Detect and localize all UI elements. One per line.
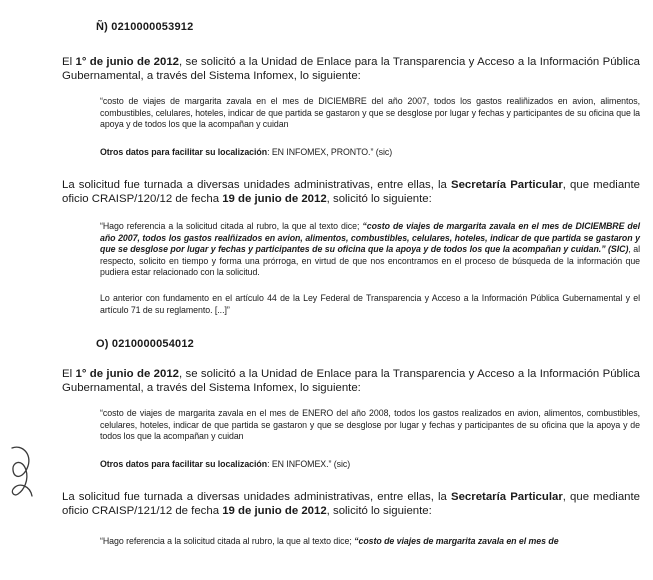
section-n-other-data-label: Otros datos para facilitar su localización [100,147,268,157]
section-o-other-data-label: Otros datos para facilitar su localización [100,459,268,469]
section-o-response-quote: “Hago referencia a la solicitud citada al rubro, la que al texto dice; “costo de viajes de margarita zavala en el mes de [100,536,559,546]
section-o-turn-unit: Secretaría Particular [451,491,563,503]
section-o-response-quoted-request: “costo de viajes de margarita zavala en el mes de [354,536,559,546]
section-n-request-quote: “costo de viajes de margarita zavala en el mes de DICIEMBRE del año 2007, todos los gastos realiñizados en avion, alimentos, combustibles, celulares, hoteles, indicar de que partida se gastaron y que se desglose por lugar y fechas y participantes de su oficina que la apoya y de todos los que la acompañan y cuidan [100,96,640,129]
section-n-heading: Ñ) 0210000053912 [96,21,194,33]
section-n-turn: La solicitud fue turnada a diversas unidades administrativas, entre ellas, la Secretaría Particular, que mediante oficio CRAISP/120/12 de fecha 19 de junio de 2012, solicitó lo siguiente: [62,179,641,205]
section-n-intro-date: 1° de junio de 2012 [75,56,179,68]
section-o-heading: O) 0210000054012 [96,338,195,350]
handwritten-signature [4,440,38,500]
section-n-turn-unit: Secretaría Particular [451,179,563,191]
section-o-turn: La solicitud fue turnada a diversas unidades administrativas, entre ellas, la Secretaría Particular, que mediante oficio CRAISP/121/12 de fecha 19 de junio de 2012, solicitó lo siguiente: [62,491,641,517]
section-n-basis-quote: Lo anterior con fundamento en el artículo 44 de la Ley Federal de Transparencia y Acceso a la Información Pública Gubernamental y el artículo 71 de su reglamento. [...]” [100,293,640,315]
section-n-response-quote: “Hago referencia a la solicitud citada al rubro, la que al texto dice; “costo de viajes de margarita zavala en el mes de DICIEMBRE del año 2007, todos los gastos realñizados en avion, alimentos, combustibles, celulares, hoteles, indicar de que partida se gastaron y que se desglose por lugar y fechas y participantes de su oficina que la apoya y de todos los que la acompañan y cuidan.” (SIC), al respecto, solicito en tiempo y forma una prórroga, en virtud de que nos encontramos en el proceso de búsqueda de la información que pudiera estar relacionado con la solicitud. [100,221,640,277]
section-n-turn-date: 19 de junio de 2012 [222,193,327,205]
section-o-turn-date: 19 de junio de 2012 [222,505,327,517]
section-o-intro-date: 1° de junio de 2012 [75,368,179,380]
section-n-intro: El 1° de junio de 2012, se solicitó a la Unidad de Enlace para la Transparencia y Acceso a la Información Pública Gubernamental, a través del Sistema Infomex, lo siguiente: [62,56,640,82]
section-o-request-quote: “costo de viajes de margarita zavala en el mes de ENERO del año 2008, todos los gastos realizados en avion, alimentos, combustibles, celulares, hoteles, indicar de que partida se gastaron y que se desglose por lugar y fechas y participantes de su oficina que la apoya y de todos los que la acompañan y cuidan [100,408,640,441]
section-n-other-data: Otros datos para facilitar su localización: EN INFOMEX, PRONTO.” (sic) [100,147,393,157]
section-o-other-data: Otros datos para facilitar su localización: EN INFOMEX.” (sic) [100,459,351,469]
section-o-intro: El 1° de junio de 2012, se solicitó a la Unidad de Enlace para la Transparencia y Acceso a la Información Pública Gubernamental, a través del Sistema Infomex, lo siguiente: [62,368,640,394]
section-n-response-quoted-request: “costo de viajes de margarita zavala en el mes de DICIEMBRE del año 2007, todos los gastos realñizados en avion, alimentos, combustibles, celulares, hoteles, indicar de que partida se gastaron y que se desglose por lugar y fechas y participantes de su oficina que la apoya y de todos los que la acompañan y cuidan.” (SIC) [100,221,640,254]
